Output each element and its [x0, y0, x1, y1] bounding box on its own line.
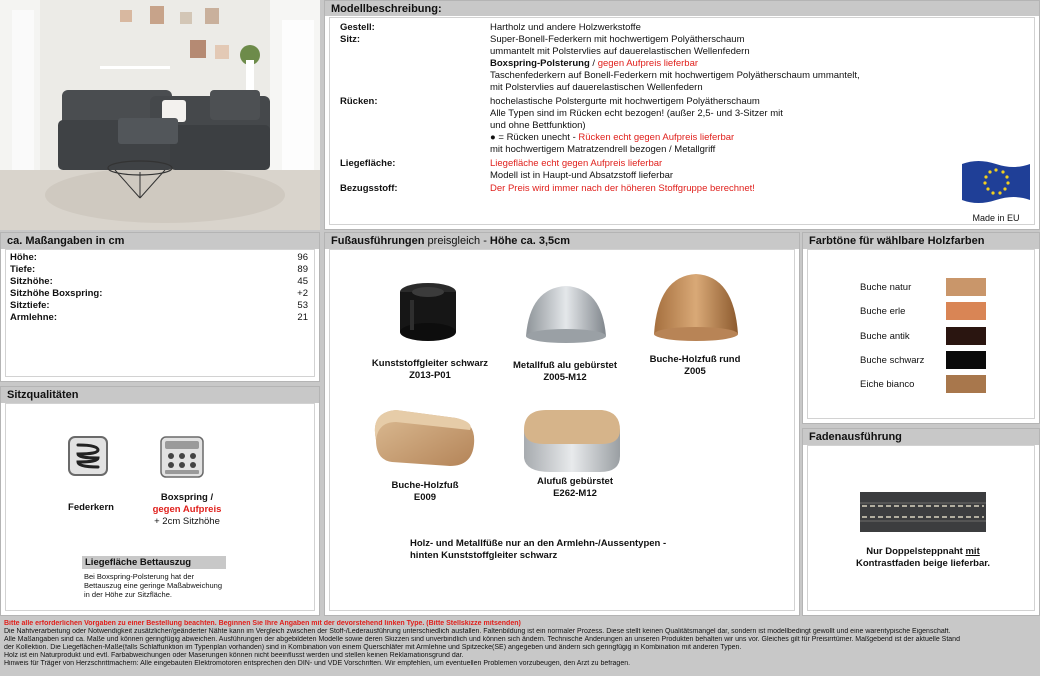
masse-panel [0, 232, 320, 382]
fuss-item-code: Z005 [684, 366, 706, 377]
farb-item-label: Eiche bianco [860, 379, 915, 390]
sitz-line-4: mit Polstervlies auf dauerelastischen Wellenfedern [490, 82, 703, 93]
footer-line-4: Holz ist ein Naturprodukt und evtl. Farbabweichungen oder Maserungen können nicht beeinflusst werden und stellen keinen Reklamationsgrund dar. [4, 652, 464, 659]
boxspring-red: gegen Aufpreis lieferbar [597, 58, 699, 69]
farb-panel [802, 232, 1040, 424]
boxspring-bold: Boxspring-Polsterung [490, 58, 590, 69]
farb-swatch [946, 327, 986, 345]
kunststoffgleiter-icon [392, 280, 464, 346]
farb-item-label: Buche antik [860, 331, 910, 342]
masse-key: Sitztiefe: [10, 300, 50, 311]
gestell-text: Hartholz und andere Holzwerkstoffe [490, 22, 641, 33]
federkern-label: Federkern [68, 502, 114, 513]
fuss-title [325, 233, 799, 249]
fuss-panel [324, 232, 800, 616]
sofa-room-illustration [0, 0, 320, 230]
alufuss-icon [516, 400, 628, 476]
ruecken-line-4 [490, 132, 734, 144]
liege-line-1: Liegefläche echt gegen Aufpreis lieferbar [490, 158, 663, 169]
fuss-note-line-2: hinten Kunststoffgleiter schwarz [410, 550, 558, 561]
farb-swatch [946, 351, 986, 369]
farb-item-label: Buche erle [860, 306, 906, 317]
footer-warning: Bitte alle erforderlichen Vorgaben zu einer Bestellung beachten. Beginnen Sie Ihre Angaben mit der devorstehend linken Type. (Bitte Stellskizze mitsenden) [4, 620, 521, 627]
faden-line-1 [818, 546, 1028, 558]
eu-flag-icon [958, 156, 1034, 206]
masse-key: Armlehne: [10, 312, 57, 323]
farb-swatch [946, 375, 986, 393]
faden-title: Fadenausführung [803, 429, 1039, 445]
footer-line-1: Die Nahtverarbeitung oder Notwendigkeit zusätzlicher/geänderter Nähte kann im Vergleich zwischen der Stoff-/Lederausführung unterschiedlich ausfallen. Faltenbildung ist ein normaler Prozess. Diese stellt keinen Qualitätsmangel dar, sondern ist modellbedingt gewollt und eine warentypische Eigenschaft. [4, 628, 951, 635]
masse-body [5, 249, 315, 377]
masse-row [10, 264, 308, 276]
faden-caption [818, 546, 1028, 570]
masse-row [10, 276, 308, 288]
federkern-icon [68, 436, 108, 476]
gestell-label: Gestell: [340, 22, 375, 33]
fuss-item-caption [620, 354, 770, 378]
farb-swatch [946, 302, 986, 320]
masse-key: Sitzhöhe: [10, 276, 53, 287]
fuss-note-line-1: Holz- und Metallfüße nur an den Armlehn-/Aussentypen - [410, 538, 667, 549]
fuss-title-bold: Fußausführungen [331, 235, 425, 247]
bett-title: Liegefläche Bettauszug [82, 556, 226, 569]
metallfuss-icon [518, 282, 614, 346]
masse-key: Sitzhöhe Boxspring: [10, 288, 103, 299]
fuss-item-caption [350, 480, 500, 504]
sitzq-title: Sitzqualitäten [1, 387, 319, 403]
fuss-title-bold2: Höhe ca. 3,5cm [489, 235, 571, 247]
masse-value: +2 [297, 288, 308, 299]
masse-row [10, 300, 308, 312]
ruecken-echt-red: Rücken echt gegen Aufpreis lieferbar [578, 132, 735, 143]
fuss-item-name: Buche-Holzfuß rund [649, 354, 741, 365]
boxspring-aufpreis: gegen Aufpreis [152, 504, 222, 515]
fuss-item-code: Z013-P01 [409, 370, 451, 381]
product-photo [0, 0, 320, 230]
sitz-line-2: ummantelt mit Polstervlies auf dauerelastischen Wellenfedern [490, 46, 750, 57]
ruecken-label: Rücken: [340, 96, 378, 107]
faden-panel [802, 428, 1040, 616]
boxspring-title: Boxspring / [160, 492, 214, 503]
fuss-item-code: E262-M12 [553, 488, 597, 499]
farb-swatch [946, 278, 986, 296]
fuss-item-code: E009 [413, 492, 437, 503]
footer-line-5: Hinweis für Träger von Herzschrittmachern: Alle eingebauten Elektromotoren entsprechen den DIN- und VDE Vorschriften. Wir empfehlen, um eventuellen Problemen vorzubeugen, den Arzt zu befragen. [4, 660, 631, 667]
boxspring-line [490, 58, 698, 70]
farb-item-label: Buche natur [860, 282, 912, 293]
sitz-line-3: Taschenfederkern auf Bonell-Federkern mit hochwertigem Polyätherschaum ummantelt, [490, 70, 860, 81]
doppelsteppnaht-icon [860, 492, 986, 532]
faden-line-2: Kontrastfaden beige lieferbar. [855, 558, 991, 569]
modell-title: Modellbeschreibung: [325, 1, 1039, 16]
sitzq-panel [0, 386, 320, 616]
masse-value: 21 [297, 312, 308, 323]
ruecken-line-2: Alle Typen sind im Rücken echt bezogen! (außer 2,5- und 3-Sitzer mit [490, 108, 783, 119]
sitz-label: Sitz: [340, 34, 361, 45]
fuss-item-caption [500, 476, 650, 500]
modell-panel [324, 0, 1040, 230]
bett-line-1: Bei Boxspring-Polsterung hat der [84, 572, 195, 581]
buche-holzfuss-icon [366, 400, 482, 474]
masse-row [10, 288, 308, 300]
bett-text [84, 572, 222, 599]
masse-value: 89 [297, 264, 308, 275]
masse-title: ca. Maßangaben in cm [1, 233, 319, 249]
modell-body [329, 17, 1035, 225]
eu-label: Made in EU [972, 213, 1020, 223]
farb-title: Farbtöne für wählbare Holzfarben [803, 233, 1039, 249]
masse-value: 53 [297, 300, 308, 311]
masse-value: 96 [297, 252, 308, 263]
ruecken-line-3: und ohne Bettfunktion) [490, 120, 586, 131]
masse-key: Höhe: [10, 252, 37, 263]
liege-label: Liegefläche: [340, 158, 396, 169]
ruecken-line-1: hochelastische Polstergurte mit hochwertigem Polyätherschaum [490, 96, 760, 107]
masse-row [10, 312, 308, 324]
boxspring-caption [132, 492, 242, 528]
fuss-item-code: Z005-M12 [543, 372, 587, 383]
footer-line-3: der Kollektion. Die Liegeflächen-Maße(falls Schlaffunktion im Typenplan vorhanden) sind in Kombination von einem Querschläfer mit Armlehne und Spitzecke(SE) angegeben und ändern sich geringfügig in Kombination mit anderen Typen. [4, 644, 742, 651]
fuss-item-name: Metallfuß alu gebürstet [513, 360, 617, 371]
fuss-item-name: Alufuß gebürstet [537, 476, 613, 487]
sitz-line-1: Super-Bonell-Federkern mit hochwertigem Polyätherschaum [490, 34, 745, 45]
fuss-item-name: Buche-Holzfuß [391, 480, 459, 491]
bett-line-2: Bettauszug eine geringe Maßabweichung [84, 581, 223, 590]
bezug-text: Der Preis wird immer nach der höheren Stoffgruppe berechnet! [490, 183, 755, 194]
fuss-item-caption [490, 360, 640, 384]
masse-key: Tiefe: [10, 264, 36, 275]
sitzq-body [5, 403, 315, 611]
faden-text-mit: mit [965, 546, 980, 557]
fuss-body [329, 249, 795, 611]
boxspring-sitzhoehe: + 2cm Sitzhöhe [154, 516, 220, 527]
ruecken-unecht: ● = Rücken unecht - [490, 132, 579, 143]
masse-row [10, 252, 308, 264]
fuss-title-normal: preisgleich - [424, 235, 490, 247]
boxspring-sep: / [589, 58, 598, 69]
fuss-item-name: Kunststoffgleiter schwarz [371, 358, 489, 369]
buche-holzfuss-rund-icon [648, 272, 744, 344]
farb-body [807, 249, 1035, 419]
boxspring-icon [160, 436, 204, 478]
eu-badge [958, 156, 1034, 223]
farb-item-label: Buche schwarz [860, 355, 925, 366]
bett-line-3: in der Höhe zur Sitzfläche. [84, 590, 172, 599]
ruecken-line-5: mit hochwertigem Matratzendrell bezogen / Metallgriff [490, 144, 716, 155]
masse-value: 45 [297, 276, 308, 287]
bezug-label: Bezugsstoff: [340, 183, 398, 194]
fuss-item-caption [350, 358, 510, 382]
faden-body [807, 445, 1035, 611]
footer-notes [0, 618, 1040, 676]
liege-line-2: Modell ist in Haupt-und Absatzstoff lieferbar [490, 170, 674, 181]
footer-line-2: Alle Maßangaben sind ca. Maße und können geringfügig abweichen. Ausführungen der abgebildeten Modelle sowie deren Skizzen sind unverbindlich und können sich ändern. Technische Änderungen an unseren Produkten behalten wir uns vor. Gleiches gilt für Preisirrtümer. Maßgebend ist der aktuelle Stand [4, 636, 960, 643]
faden-text-a: Nur Doppelsteppnaht [866, 546, 966, 557]
fuss-note [410, 538, 710, 562]
